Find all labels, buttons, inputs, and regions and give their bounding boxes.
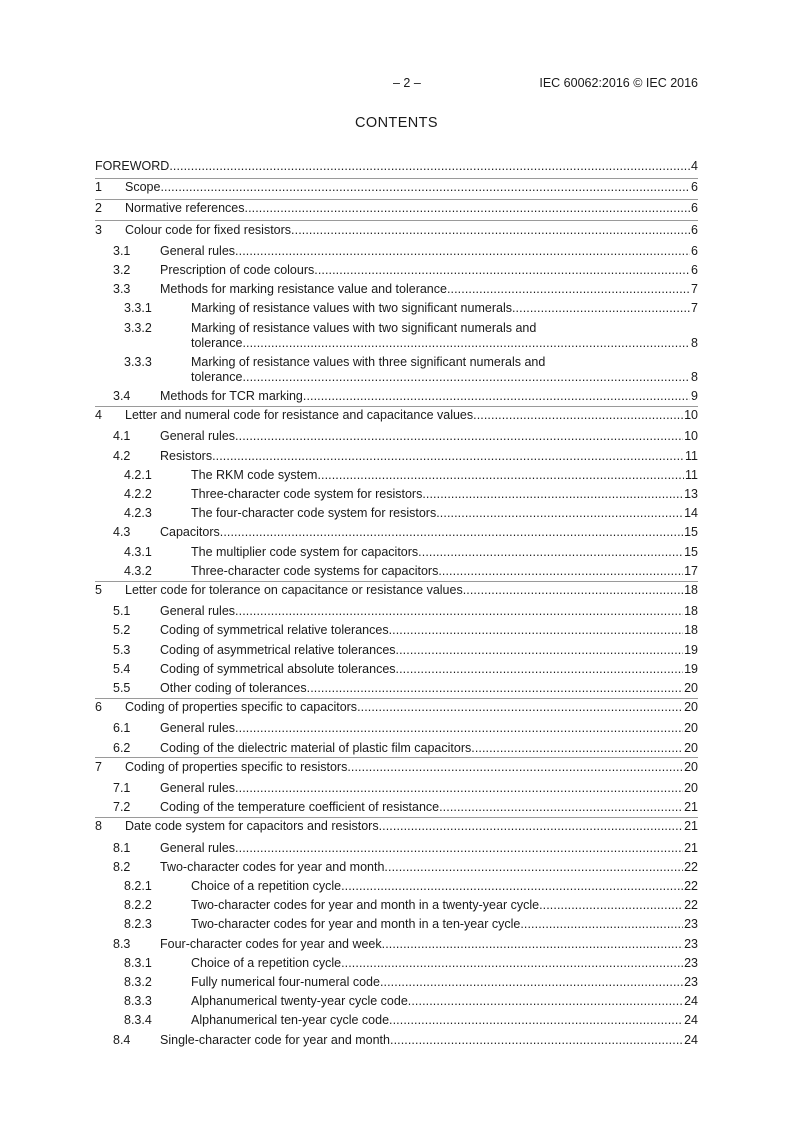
dot-leader: [396, 662, 684, 677]
toc-entry-title: The four-character code system for resistors: [191, 506, 437, 521]
toc-section-number: 2: [95, 201, 102, 216]
toc-section-number: 5.4: [113, 661, 131, 676]
toc-entry-title: General rules: [160, 721, 236, 736]
toc-entry-title: Coding of symmetrical absolute tolerances: [160, 661, 396, 676]
toc-entry-title: Coding of symmetrical relative tolerances: [160, 623, 389, 638]
toc-page-number: 15: [684, 544, 698, 559]
section-rule: [95, 581, 698, 582]
toc-page-number: 23: [684, 975, 698, 989]
toc-page-number: 11: [685, 448, 698, 463]
dot-leader: [242, 336, 690, 351]
toc-section-number: 4.2.2: [124, 487, 152, 501]
toc-entry-title: Resistors: [160, 448, 213, 463]
toc-page-number: 18: [684, 604, 698, 619]
toc-section-number: 8.4: [113, 1032, 131, 1047]
toc-section-number: 8.2.3: [124, 917, 152, 932]
toc-section-number: 5.2: [113, 623, 131, 638]
dot-leader: [341, 956, 683, 971]
dot-leader: [235, 841, 683, 856]
section-rule: [95, 406, 698, 407]
section-rule: [95, 698, 698, 699]
toc-section-number: 8.3.4: [124, 1013, 152, 1028]
toc-section-number: 4.3: [113, 525, 131, 540]
section-rule: [95, 199, 698, 200]
toc-entry-title-continued: tolerance: [191, 335, 243, 350]
dot-leader: [439, 800, 683, 815]
toc-page-number: 6: [691, 263, 698, 277]
toc-page-number: 19: [684, 642, 698, 657]
toc-section-number: 4.2.3: [124, 506, 152, 521]
toc-entry-title: General rules: [160, 429, 236, 444]
dot-leader: [512, 301, 690, 316]
toc-page-number: 21: [684, 800, 698, 815]
dot-leader: [235, 781, 683, 796]
toc-page-number: 24: [684, 1032, 698, 1047]
dot-leader: [235, 429, 683, 444]
dot-leader: [422, 487, 683, 502]
toc-section-number: 6: [95, 700, 102, 715]
toc-entry-title: Three-character code system for resistors: [191, 487, 423, 501]
toc-section-number: 5: [95, 583, 102, 597]
toc-entry-title: Alphanumerical ten-year cycle code: [191, 1013, 390, 1028]
toc-section-number: 3.3.3: [124, 354, 152, 369]
toc-entry-title: Colour code for fixed resistors: [125, 222, 292, 237]
toc-section-number: 8.1: [113, 840, 131, 855]
toc-entry-title: Two-character codes for year and month in a ten-year cycle: [191, 917, 521, 932]
toc-page-number: 18: [684, 583, 698, 597]
page-header: [95, 76, 698, 92]
dot-leader: [408, 994, 683, 1009]
toc-entry-title: Coding of properties specific to resistors: [125, 759, 348, 774]
dot-leader: [307, 681, 683, 696]
dot-leader: [212, 449, 684, 464]
toc-entry-title-continued: tolerance: [191, 369, 243, 384]
toc-section-number: 3.4: [113, 389, 131, 403]
toc-page-number: 22: [684, 859, 698, 874]
dot-leader: [160, 180, 690, 195]
toc-page-number: 21: [684, 840, 698, 855]
toc-section-number: 8.2: [113, 859, 131, 874]
toc-entry-title: Normative references: [125, 201, 245, 216]
dot-leader: [384, 860, 683, 875]
dot-leader: [347, 760, 683, 775]
dot-leader: [389, 623, 684, 638]
toc-page-number: 7: [691, 282, 698, 297]
dot-leader: [341, 879, 683, 894]
toc-entry-title: General rules: [160, 243, 236, 258]
toc-page-number: 20: [684, 721, 698, 736]
toc-entry-title: Capacitors: [160, 525, 220, 540]
dot-leader: [357, 700, 683, 715]
toc-entry-title: Coding of asymmetrical relative tolerances: [160, 642, 396, 657]
toc-section-number: 3.3: [113, 282, 131, 297]
dot-leader: [314, 263, 690, 278]
toc-entry-title: General rules: [160, 781, 236, 795]
toc-section-number: 3.3.1: [124, 301, 152, 316]
document-id: IEC 60062:2016 © IEC 2016: [539, 76, 698, 90]
dot-leader: [473, 408, 683, 423]
toc-entry-title: General rules: [160, 604, 236, 619]
toc-page-number: 21: [684, 819, 698, 834]
toc-section-number: 8.2.1: [124, 879, 152, 893]
toc-section-number: 4.2: [113, 448, 131, 463]
toc-page-number: 13: [684, 487, 698, 501]
dot-leader: [447, 282, 690, 297]
toc-entry-title: Coding of the temperature coefficient of resistance: [160, 800, 440, 815]
toc-entry-title: Four-character codes for year and week: [160, 936, 382, 951]
toc-page-number: 23: [684, 955, 698, 970]
toc-section-number: 1: [95, 180, 102, 195]
toc-page-number: 11: [685, 467, 698, 482]
toc-page-number: 8: [691, 369, 698, 384]
toc-page-number: 14: [684, 506, 698, 521]
section-rule: [95, 178, 698, 179]
toc-section-number: 8.3.3: [124, 994, 152, 1009]
toc-section-number: 8: [95, 819, 102, 834]
toc-entry-title: Methods for TCR marking: [160, 389, 303, 403]
toc-entry-title: Alphanumerical twenty-year cycle code: [191, 994, 408, 1009]
toc-page-number: 10: [684, 408, 698, 423]
toc-page-number: 24: [684, 1013, 698, 1028]
dot-leader: [245, 201, 691, 216]
dot-leader: [390, 1033, 683, 1048]
toc-entry-title: Single-character code for year and month: [160, 1032, 390, 1047]
dot-leader: [463, 583, 683, 598]
toc-page-number: 22: [684, 879, 698, 893]
toc-entry-title: General rules: [160, 840, 236, 855]
toc-section-number: 3.2: [113, 263, 131, 277]
toc-entry-title: Letter and numeral code for resistance and capacitance values: [125, 408, 474, 423]
toc-page-number: 22: [684, 898, 698, 913]
toc-section-number: 5.5: [113, 681, 131, 695]
toc-entry-title: FOREWORD: [95, 159, 170, 173]
dot-leader: [379, 819, 684, 834]
toc-entry-title: Other coding of tolerances: [160, 681, 307, 695]
toc-entry-title: Two-character codes for year and month: [160, 859, 385, 874]
toc-entry-title: Coding of the dielectric material of plastic film capacitors: [160, 740, 472, 755]
toc-page-number: 9: [691, 389, 698, 403]
section-rule: [95, 817, 698, 818]
toc-section-number: 4: [95, 408, 102, 423]
dot-leader: [382, 937, 683, 952]
dot-leader: [539, 898, 683, 913]
toc-section-number: 4.3.2: [124, 563, 152, 578]
toc-entry-title: Methods for marking resistance value and tolerance: [160, 282, 447, 297]
dot-leader: [418, 545, 683, 560]
toc-section-number: 8.3: [113, 936, 131, 951]
toc-entry-title: Fully numerical four-numeral code: [191, 975, 380, 989]
toc-section-number: 8.3.2: [124, 975, 152, 989]
toc-page-number: 20: [684, 681, 698, 695]
toc-page-number: 6: [691, 180, 698, 195]
toc-section-number: 7: [95, 759, 102, 774]
dot-leader: [520, 917, 683, 932]
toc-page-number: 4: [691, 159, 698, 173]
toc-section-number: 4.1: [113, 429, 131, 444]
toc-entry-title: Marking of resistance values with three significant numerals and: [191, 354, 546, 369]
toc-section-number: 4.3.1: [124, 544, 152, 559]
section-rule: [95, 220, 698, 221]
toc-page-number: 7: [691, 301, 698, 316]
dot-leader: [235, 604, 683, 619]
toc-page-number: 6: [691, 222, 698, 237]
dot-leader: [396, 643, 684, 658]
dot-leader: [438, 564, 683, 579]
toc-entry-title: Choice of a repetition cycle: [191, 955, 342, 970]
toc-page-number: 18: [684, 623, 698, 638]
dot-leader: [291, 223, 690, 238]
toc-entry-title: The multiplier code system for capacitors: [191, 544, 419, 559]
toc-entry-title: Three-character code systems for capacitors: [191, 563, 439, 578]
toc-section-number: 4.2.1: [124, 467, 152, 482]
toc-entry-title: Coding of properties specific to capacitors: [125, 700, 358, 715]
dot-leader: [471, 741, 683, 756]
dot-leader: [317, 468, 684, 483]
dot-leader: [235, 244, 690, 259]
toc-page-number: 23: [684, 917, 698, 932]
toc-section-number: 6.2: [113, 740, 131, 755]
toc-page-number: 6: [691, 201, 698, 216]
toc-page-number: 20: [684, 740, 698, 755]
toc-section-number: 5.1: [113, 604, 131, 619]
dot-leader: [169, 159, 690, 174]
toc-page-number: 20: [684, 700, 698, 715]
toc-entry-title: The RKM code system: [191, 467, 318, 482]
toc-page-number: 10: [684, 429, 698, 444]
toc-section-number: 5.3: [113, 642, 131, 657]
toc-page-number: 24: [684, 994, 698, 1009]
toc-entry-title: Marking of resistance values with two significant numerals: [191, 301, 512, 316]
dot-leader: [220, 525, 683, 540]
toc-entry-title: Choice of a repetition cycle: [191, 879, 342, 893]
toc-page-number: 20: [684, 781, 698, 795]
toc-page-number: 6: [691, 243, 698, 258]
toc-section-number: 6.1: [113, 721, 131, 736]
dot-leader: [235, 721, 683, 736]
toc-page-number: 15: [684, 525, 698, 540]
section-rule: [95, 757, 698, 758]
dot-leader: [303, 389, 690, 404]
dot-leader: [436, 506, 683, 521]
toc-entry-title: Scope: [125, 180, 161, 195]
toc-section-number: 3.1: [113, 243, 131, 258]
toc-section-number: 8.3.1: [124, 955, 152, 970]
toc-page-number: 23: [684, 936, 698, 951]
toc-page-number: 8: [691, 335, 698, 350]
dot-leader: [380, 975, 683, 990]
dot-leader: [389, 1013, 683, 1028]
toc-entry-title: Letter code for tolerance on capacitance or resistance values: [125, 583, 463, 597]
toc-page-number: 20: [684, 759, 698, 774]
toc-entry-title: Marking of resistance values with two significant numerals and: [191, 320, 537, 335]
toc-entry-title: Two-character codes for year and month in a twenty-year cycle: [191, 898, 540, 913]
toc-entry-title: Prescription of code colours: [160, 263, 315, 277]
toc-page-number: 19: [684, 661, 698, 676]
toc-page-number: 17: [684, 563, 698, 578]
page-title: CONTENTS: [355, 115, 438, 131]
toc-section-number: 7.1: [113, 781, 131, 795]
toc-section-number: 3: [95, 222, 102, 237]
toc-section-number: 7.2: [113, 800, 131, 815]
toc-section-number: 3.3.2: [124, 320, 152, 335]
dot-leader: [242, 370, 690, 385]
toc-section-number: 8.2.2: [124, 898, 152, 913]
toc-entry-title: Date code system for capacitors and resistors: [125, 819, 379, 834]
page-number: – 2 –: [393, 76, 421, 90]
